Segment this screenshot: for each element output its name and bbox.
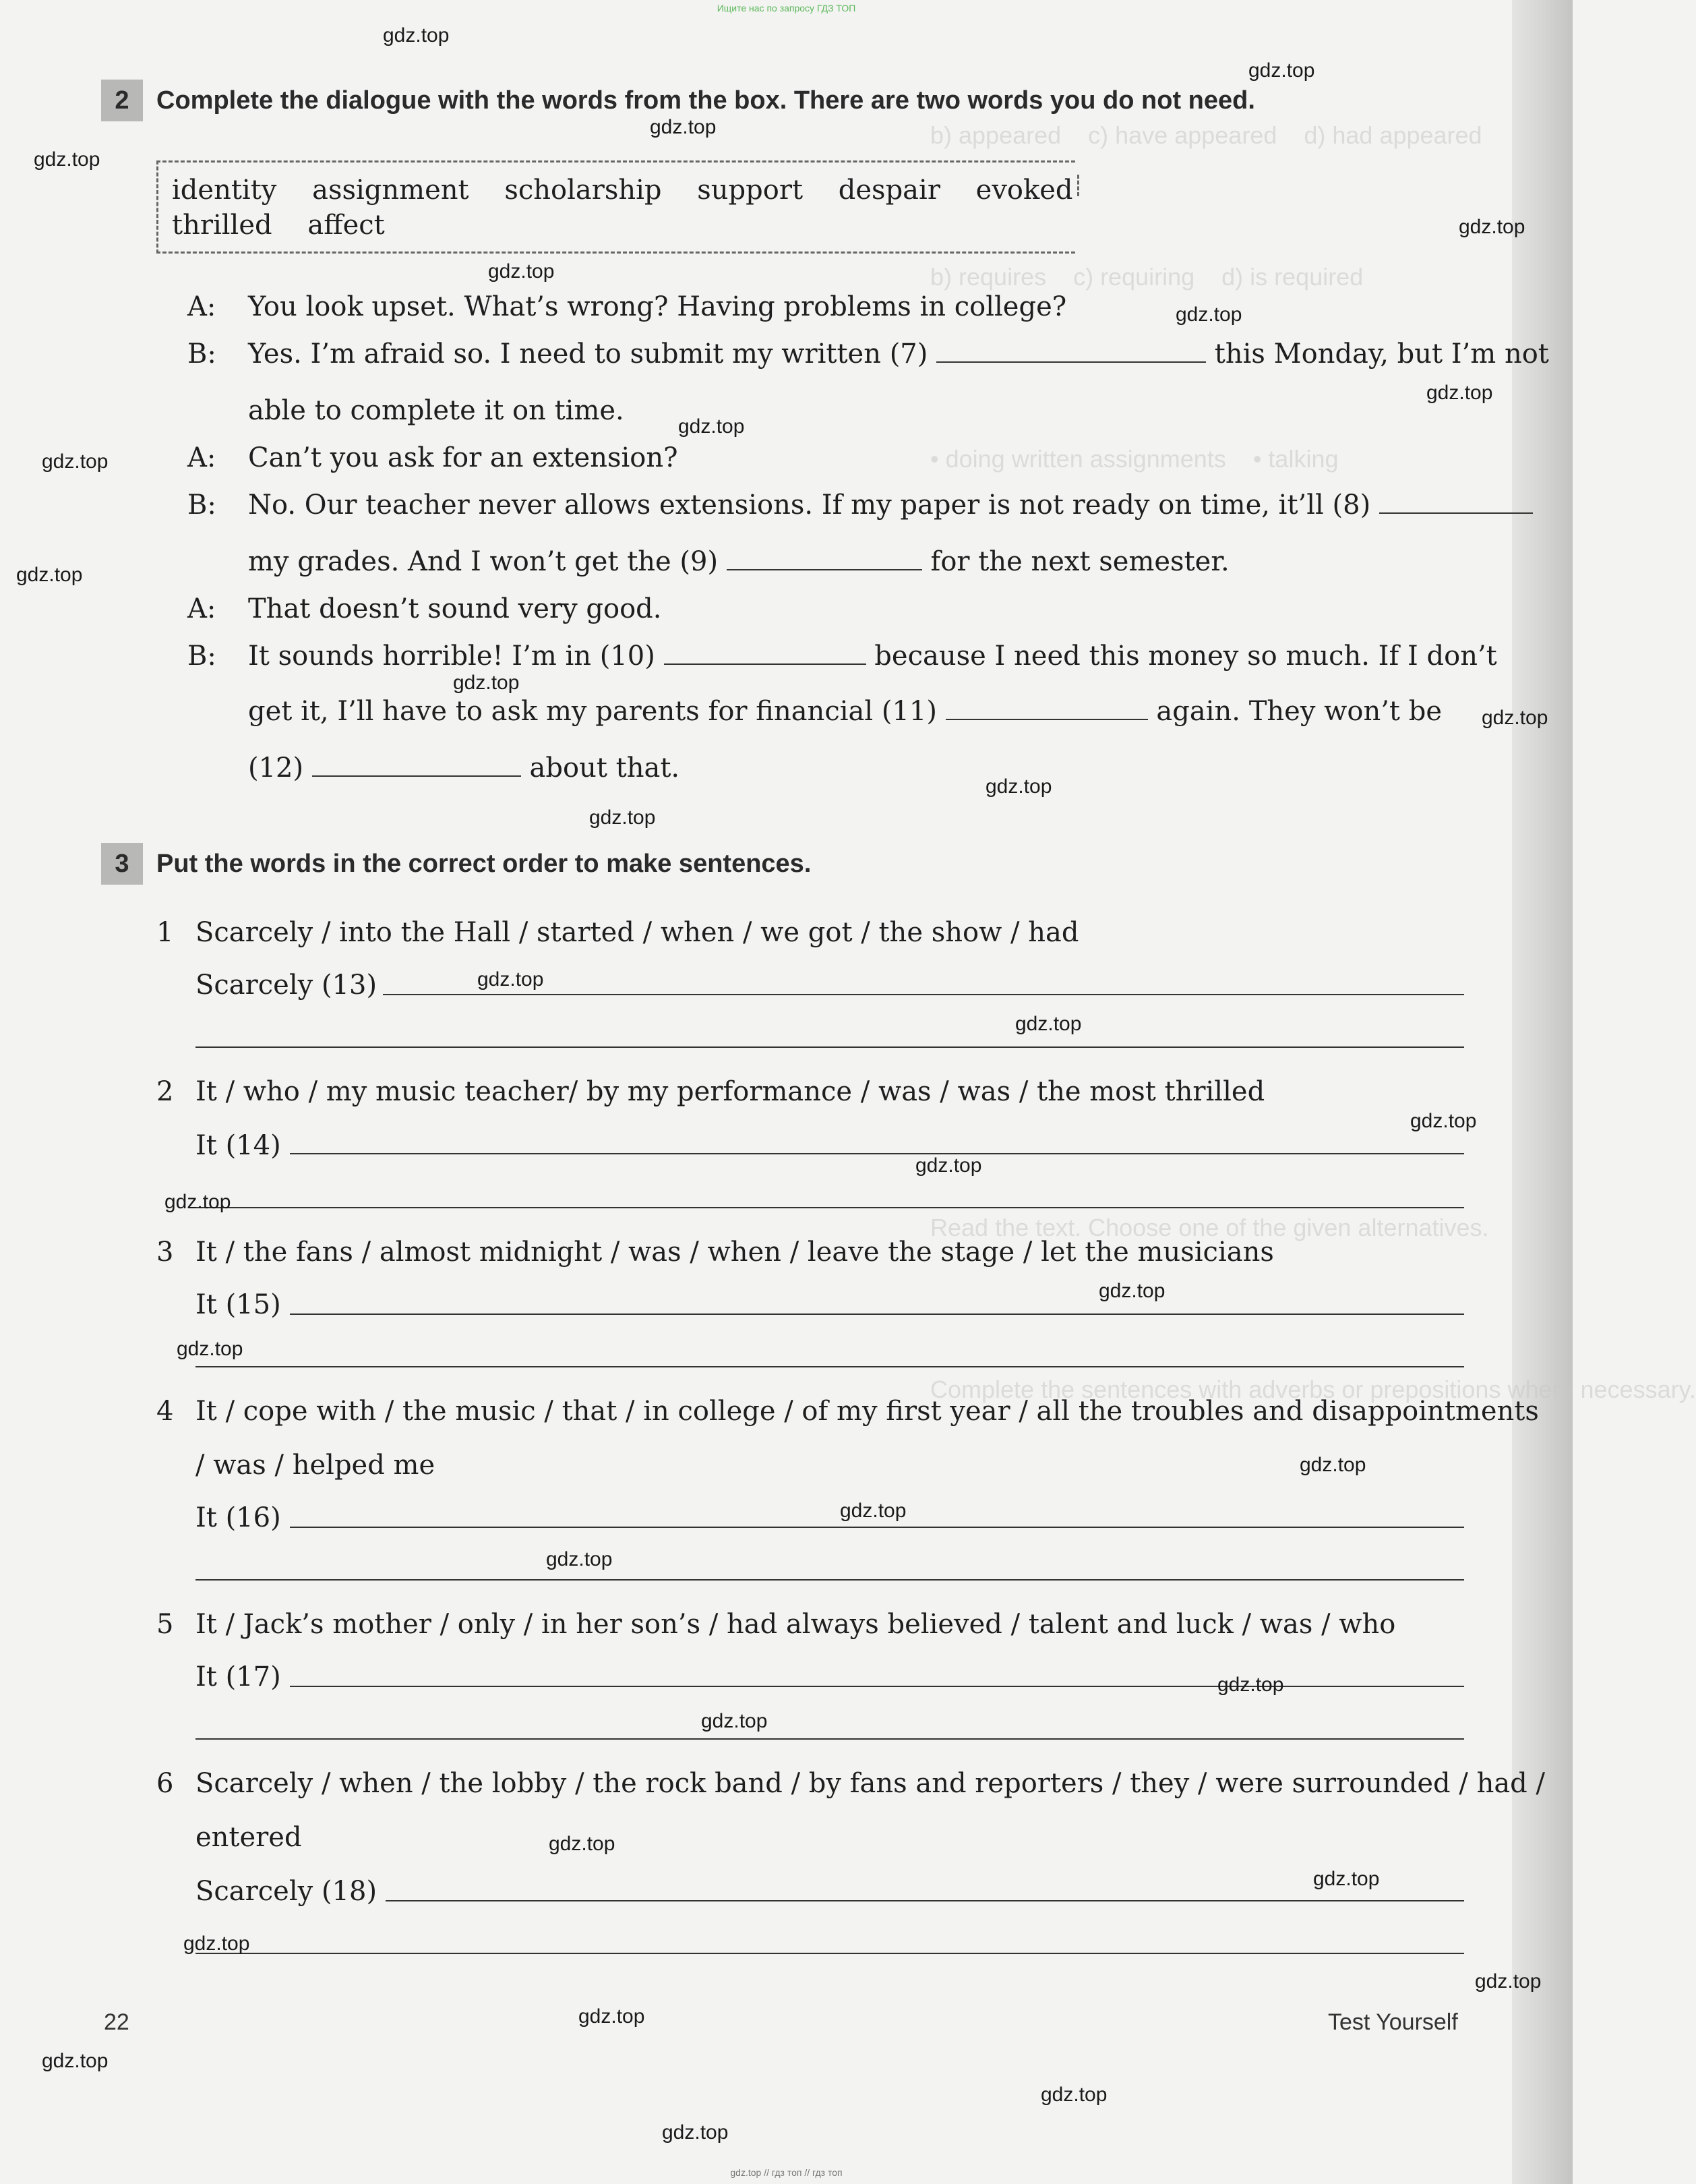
item-start: It (15) (195, 1289, 281, 1320)
answer-line-15[interactable] (290, 1314, 1464, 1315)
item-prompt: It / Jack’s mother / only / in her son’s / had always believed / talent and luck / was / who (195, 1609, 1396, 1640)
answer-line-17[interactable] (290, 1686, 1464, 1687)
dialogue-line: You look upset. What’s wrong? Having problems in college? (248, 291, 1067, 322)
dialogue-line: Can’t you ask for an extension? (248, 442, 678, 473)
page-number: 22 (104, 2009, 129, 2035)
watermark: gdz.top (915, 1154, 982, 1177)
dialogue-line (248, 490, 1533, 521)
watermark: gdz.top (1176, 303, 1242, 326)
answer-blank-8[interactable] (1379, 492, 1533, 514)
watermark: gdz.top (1099, 1280, 1165, 1302)
watermark: gdz.top (589, 806, 656, 829)
word-box-word: scholarship (504, 175, 662, 206)
watermark: gdz.top (1426, 382, 1493, 404)
watermark: gdz.top (42, 2050, 109, 2072)
watermark: gdz.top (549, 1833, 615, 1855)
item-number: 3 (156, 1237, 174, 1268)
item-number: 5 (156, 1609, 174, 1640)
answer-line-17b[interactable] (195, 1738, 1464, 1740)
answer-line-16b[interactable] (195, 1579, 1464, 1581)
speaker-a: A: (187, 442, 216, 473)
speaker-b: B: (187, 641, 216, 672)
item-number: 2 (156, 1076, 174, 1107)
dialogue-line: able to complete it on time. (248, 395, 624, 426)
word-box-line-1 (172, 175, 1100, 206)
item-prompt: Scarcely / into the Hall / started / when / we got / the show / had (195, 917, 1079, 948)
dialogue-line (248, 696, 1442, 727)
item-number: 1 (156, 917, 174, 948)
item-start: Scarcely (18) (195, 1876, 377, 1907)
word-box (156, 160, 1075, 254)
dialogue-text: about that. (529, 752, 680, 784)
section-label: Test Yourself (1328, 2009, 1458, 2035)
watermark: gdz.top (42, 450, 109, 473)
dialogue-line (248, 752, 679, 784)
word-box-word: despair (838, 175, 940, 206)
watermark: gdz.top (1475, 1970, 1542, 1993)
bleed-through: b) requires c) requiring d) is required (930, 263, 1364, 291)
answer-line-14[interactable] (290, 1153, 1464, 1154)
item-start: It (17) (195, 1661, 281, 1692)
watermark: gdz.top (1248, 59, 1315, 82)
bleed-through: Complete the sentences with adverbs or prepositions where necessary. (930, 1376, 1696, 1403)
watermark: gdz.top (650, 116, 717, 138)
dialogue-text: again. They won’t be (1156, 696, 1442, 727)
answer-line-15b[interactable] (195, 1366, 1464, 1367)
item-prompt: It / the fans / almost midnight / was / when / leave the stage / let the musicians (195, 1237, 1274, 1268)
dialogue-line: That doesn’t sound very good. (248, 593, 662, 624)
item-prompt: It / who / my music teacher/ by my performance / was / was / the most thrilled (195, 1076, 1265, 1107)
watermark: gdz.top (1313, 1868, 1380, 1890)
watermark: gdz.top (1482, 707, 1548, 729)
word-box-word: support (697, 175, 804, 206)
watermark: gdz.top (678, 415, 745, 438)
item-number: 6 (156, 1768, 174, 1799)
speaker-a: A: (187, 291, 216, 322)
bottom-banner[interactable]: gdz.top // гдз топ // гдз топ (730, 2167, 843, 2178)
watermark: gdz.top (164, 1191, 231, 1213)
bleed-through: • doing written assignments • talking (930, 445, 1339, 473)
speaker-b: B: (187, 338, 216, 370)
word-box-word: assignment (312, 175, 469, 206)
dialogue-line (248, 546, 1230, 577)
answer-line-16[interactable] (290, 1527, 1464, 1528)
watermark: gdz.top (1217, 1674, 1284, 1696)
dialogue-line (248, 641, 1497, 672)
watermark: gdz.top (1015, 1013, 1082, 1035)
dialogue-text: (12) (248, 752, 304, 784)
answer-blank-7[interactable] (936, 341, 1206, 363)
dialogue-text: It sounds horrible! I’m in (10) (248, 641, 655, 672)
dialogue-text: my grades. And I won’t get the (9) (248, 546, 719, 577)
watermark: gdz.top (34, 148, 100, 171)
item-prompt: Scarcely / when / the lobby / the rock band / by fans and reporters / they / were surrounded / had / (195, 1768, 1545, 1799)
speaker-a: A: (187, 593, 216, 624)
exercise-3-header (101, 843, 811, 885)
item-start: Scarcely (13) (195, 970, 377, 1001)
answer-blank-9[interactable] (727, 549, 922, 570)
watermark: gdz.top (477, 968, 544, 991)
dialogue-text: Yes. I’m afraid so. I need to submit my written (7) (248, 338, 928, 370)
word-box-word: affect (307, 210, 385, 241)
exercise-3-number: 3 (101, 843, 143, 885)
watermark: gdz.top (1041, 2084, 1108, 2106)
exercise-2-header (101, 80, 1255, 121)
watermark: gdz.top (840, 1500, 907, 1522)
answer-blank-10[interactable] (664, 643, 866, 665)
dialogue-text: get it, I’ll have to ask my parents for financial (11) (248, 696, 937, 727)
top-banner[interactable]: Ищите нас по запросу ГДЗ ТОП (717, 3, 856, 13)
word-box-word: identity (172, 175, 277, 206)
watermark: gdz.top (1410, 1110, 1477, 1132)
speaker-b: B: (187, 490, 216, 521)
answer-line-13b[interactable] (195, 1046, 1464, 1048)
answer-blank-12[interactable] (312, 755, 521, 777)
answer-line-13[interactable] (383, 994, 1464, 995)
watermark: gdz.top (701, 1710, 768, 1732)
watermark: gdz.top (183, 1932, 250, 1955)
word-box-word: evoked (975, 175, 1073, 206)
watermark: gdz.top (1459, 216, 1525, 238)
bleed-through: Read the text. Choose one of the given alternatives. (930, 1214, 1489, 1241)
watermark: gdz.top (16, 564, 83, 586)
watermark: gdz.top (662, 2121, 729, 2144)
watermark: gdz.top (546, 1548, 613, 1570)
watermark: gdz.top (453, 672, 520, 694)
dialogue-text: because I need this money so much. If I don’t (874, 641, 1497, 672)
watermark: gdz.top (488, 260, 555, 283)
dialogue-text: this Monday, but I’m not (1214, 338, 1549, 370)
exercise-3-title: Put the words in the correct order to make sentences. (156, 849, 812, 878)
item-number: 4 (156, 1396, 174, 1427)
dialogue-text: No. Our teacher never allows extensions. If my paper is not ready on time, it’ll (8) (248, 490, 1371, 521)
word-box-line-2 (172, 210, 412, 241)
page-gutter-shadow (1512, 0, 1573, 2184)
item-start: It (16) (195, 1502, 281, 1533)
item-prompt-cont: / was / helped me (195, 1450, 435, 1481)
answer-line-18b[interactable] (195, 1953, 1464, 1954)
watermark: gdz.top (578, 2005, 645, 2028)
item-prompt-cont: entered (195, 1822, 302, 1853)
answer-line-18[interactable] (386, 1900, 1464, 1901)
watermark: gdz.top (986, 775, 1052, 798)
watermark: gdz.top (1300, 1454, 1366, 1476)
item-prompt: It / cope with / the music / that / in college / of my first year / all the troubles and disappointments (195, 1396, 1539, 1427)
answer-blank-11[interactable] (946, 699, 1148, 720)
dialogue-text: for the next semester. (930, 546, 1230, 577)
word-box-word: thrilled (172, 210, 272, 241)
exercise-2-title: Complete the dialogue with the words from the box. There are two words you do not need. (156, 86, 1255, 115)
item-start: It (14) (195, 1130, 281, 1161)
exercise-2-number: 2 (101, 80, 143, 121)
watermark: gdz.top (383, 24, 450, 47)
dialogue-line (248, 338, 1549, 370)
bleed-through: b) appeared c) have appeared d) had appeared (930, 121, 1482, 149)
answer-line-14b[interactable] (195, 1207, 1464, 1208)
watermark: gdz.top (177, 1338, 243, 1360)
